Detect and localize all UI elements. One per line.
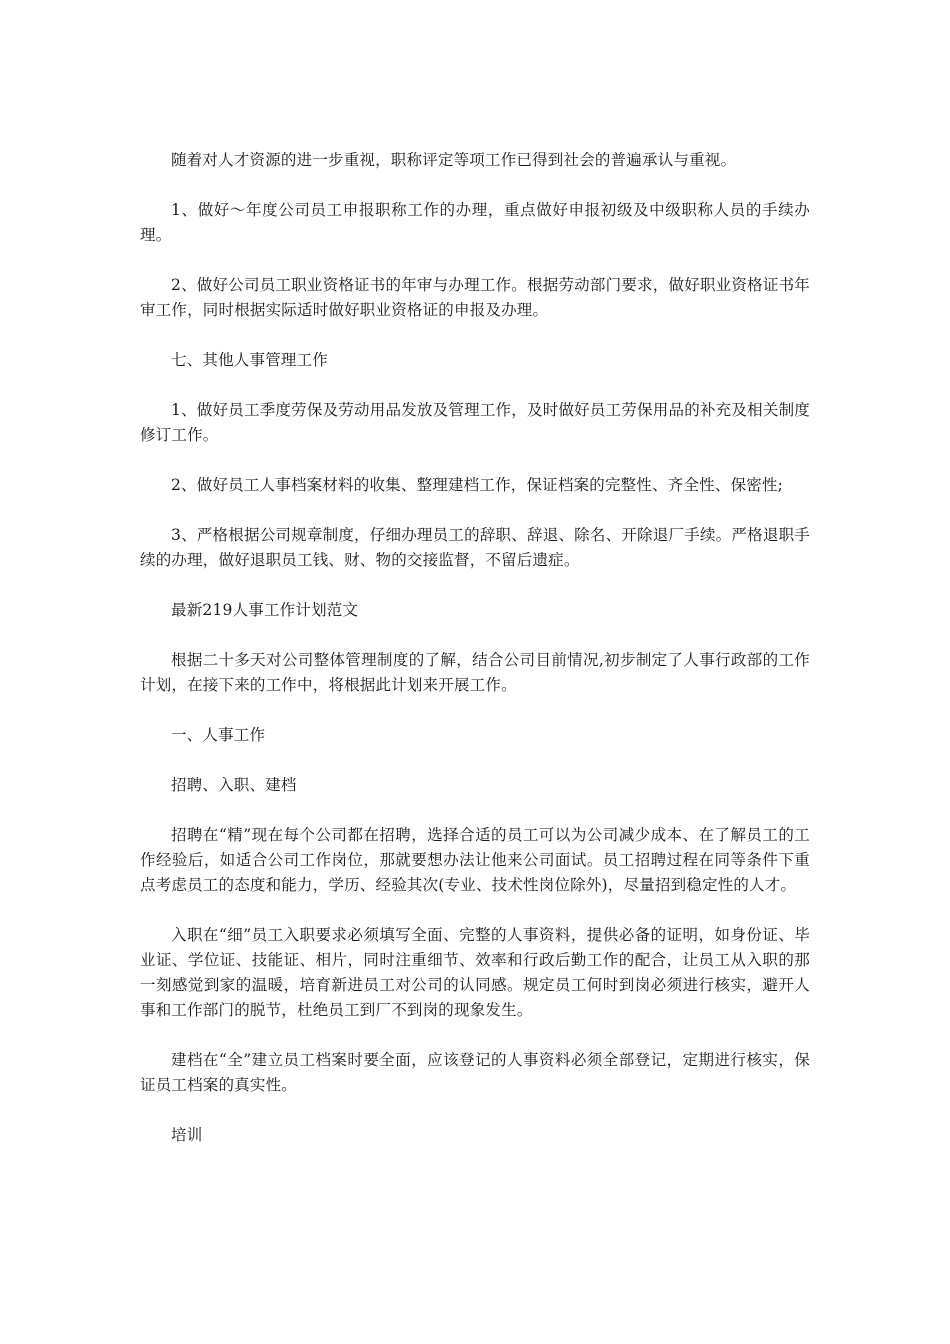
section-heading: 七、其他人事管理工作 <box>171 351 329 369</box>
subsection-heading: 培训 <box>171 1126 203 1144</box>
paragraph-item: 2、做好公司员工职业资格证书的年审与办理工作。根据劳动部门要求，做好职业资格证书年审工作，同时根据实际适时做好职业资格证的申报及办理。 <box>140 276 810 319</box>
paragraph-item: 1、做好～年度公司员工申报职称工作的办理，重点做好申报初级及中级职称人员的手续办理。 <box>140 201 810 244</box>
document-body <box>140 148 810 1173</box>
paragraph-intro: 随着对人才资源的进一步重视，职称评定等项工作已得到社会的普遍承认与重视。 <box>171 151 737 169</box>
paragraph-body: 入职在“细”员工入职要求必须填写全面、完整的人事资料，提供必备的证明，如身份证、毕业证、学位证、技能证、相片，同时注重细节、效率和行政后勤工作的配合，让员工从入职的那一刻感觉到家的温暖，培育新进员工对公司的认同感。规定员工何时到岗必须进行核实，避开人事和工作部门的脱节，杜绝员工到厂不到岗的现象发生。 <box>140 926 810 1019</box>
section-heading: 一、人事工作 <box>171 726 266 744</box>
paragraph-item: 3、严格根据公司规章制度，仔细办理员工的辞职、辞退、除名、开除退厂手续。严格退职手续的办理，做好退职员工钱、财、物的交接监督，不留后遗症。 <box>140 526 810 569</box>
subsection-heading: 招聘、入职、建档 <box>171 776 297 794</box>
paragraph-body: 招聘在“精”现在每个公司都在招聘，选择合适的员工可以为公司减少成本、在了解员工的工作经验后，如适合公司工作岗位，那就要想办法让他来公司面试。员工招聘过程在同等条件下重点考虑员工的态度和能力，学历、经验其次(专业、技术性岗位除外)，尽量招到稳定性的人才。 <box>140 826 810 894</box>
document-title: 最新219人事工作计划范文 <box>171 601 359 619</box>
paragraph-intro: 根据二十多天对公司整体管理制度的了解，结合公司目前情况,初步制定了人事行政部的工作计划，在接下来的工作中，将根据此计划来开展工作。 <box>140 651 810 694</box>
paragraph-item: 2、做好员工人事档案材料的收集、整理建档工作，保证档案的完整性、齐全性、保密性; <box>171 476 784 494</box>
paragraph-item: 1、做好员工季度劳保及劳动用品发放及管理工作，及时做好员工劳保用品的补充及相关制度修订工作。 <box>140 401 810 444</box>
paragraph-body: 建档在“全”建立员工档案时要全面，应该登记的人事资料必须全部登记，定期进行核实，保证员工档案的真实性。 <box>140 1051 810 1094</box>
